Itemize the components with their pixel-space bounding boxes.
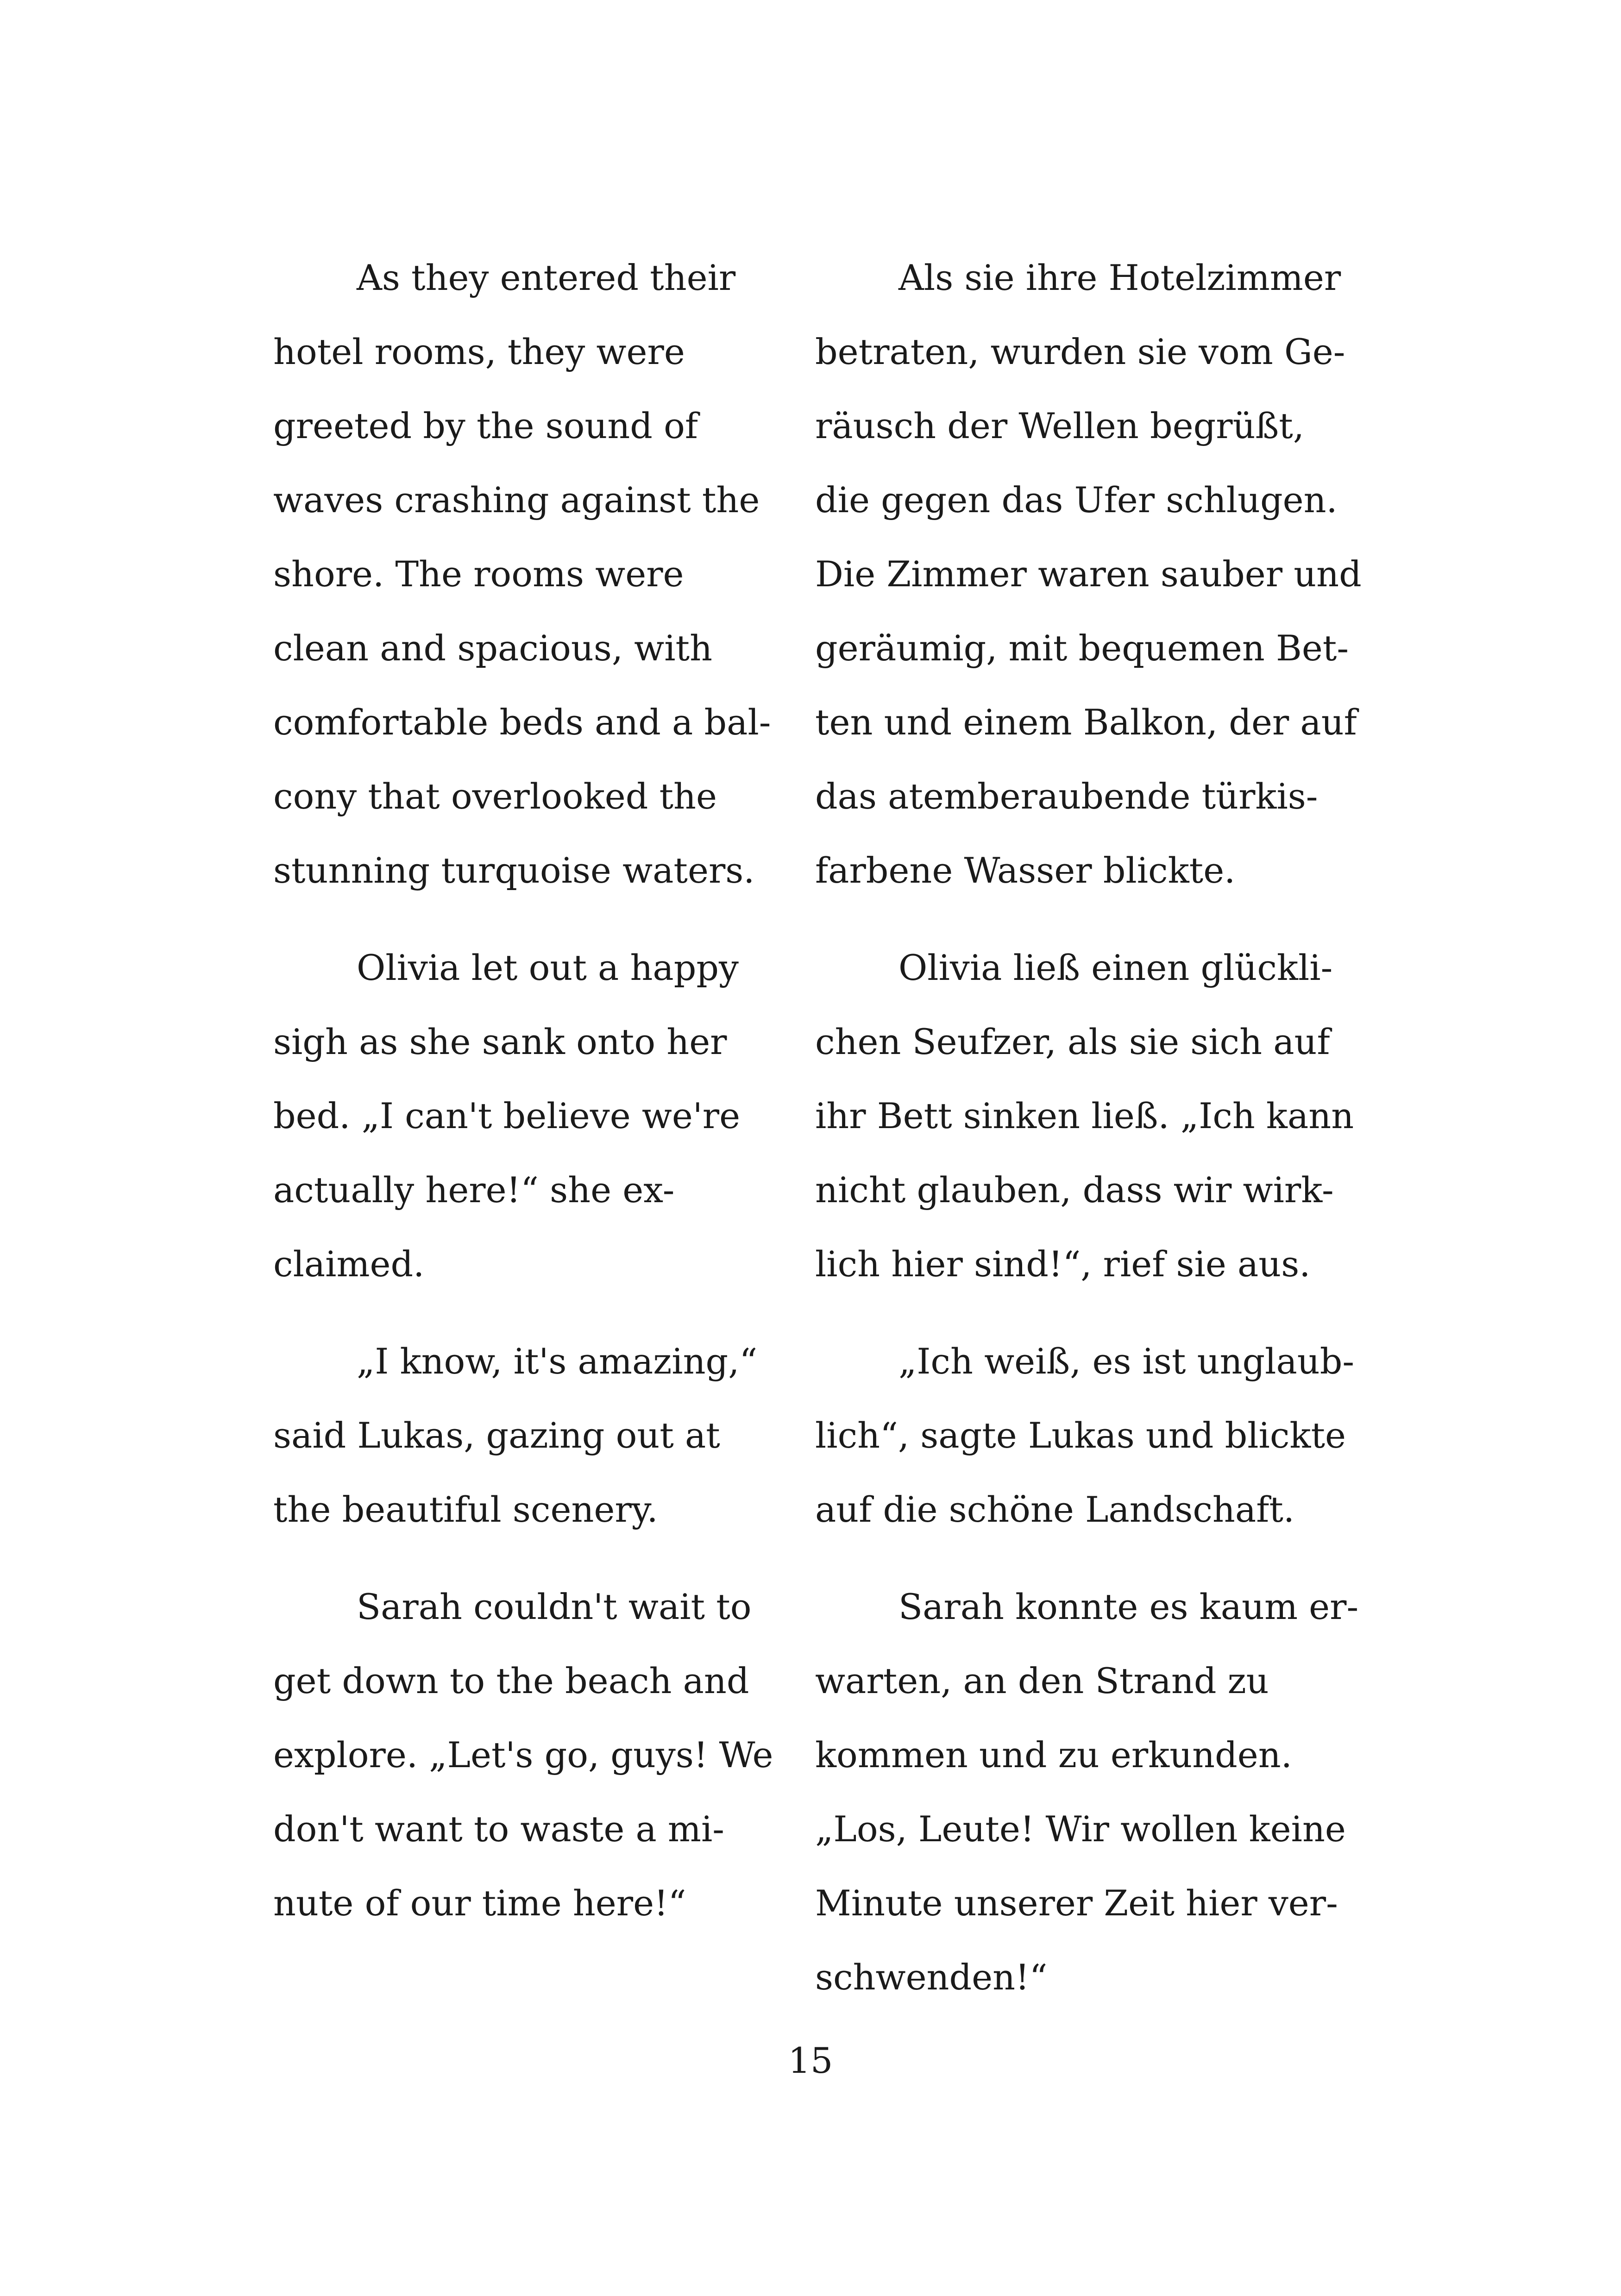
text-line: stunning turquoise waters. bbox=[273, 850, 755, 891]
text-line: actually here!“ she ex- bbox=[273, 1169, 675, 1211]
text-line: ihr Bett sinken ließ. „Ich kann bbox=[815, 1095, 1354, 1136]
text-line: lich“, sagte Lukas und blickte bbox=[815, 1415, 1346, 1456]
text-line: don't want to waste a mi- bbox=[273, 1808, 724, 1850]
text-line: „Los, Leute! Wir wollen keine bbox=[815, 1808, 1346, 1850]
english-paragraph-2 bbox=[273, 931, 783, 1301]
text-line: sigh as she sank onto her bbox=[273, 1021, 727, 1062]
english-paragraph-3 bbox=[273, 1324, 783, 1547]
text-line: Olivia ließ einen glückli- bbox=[898, 947, 1333, 988]
text-line: claimed. bbox=[273, 1243, 425, 1285]
text-line: Minute unserer Zeit hier ver- bbox=[815, 1882, 1338, 1924]
text-line: shore. The rooms were bbox=[273, 553, 684, 595]
text-line: ten und einem Balkon, der auf bbox=[815, 702, 1357, 743]
text-line: waves crashing against the bbox=[273, 479, 760, 521]
german-paragraph-4 bbox=[815, 1570, 1362, 2014]
text-line: comfortable beds and a bal- bbox=[273, 702, 771, 743]
german-column bbox=[815, 241, 1362, 2014]
english-column bbox=[273, 241, 783, 1940]
text-line: chen Seufzer, als sie sich auf bbox=[815, 1021, 1330, 1062]
text-line: farbene Wasser blickte. bbox=[815, 850, 1236, 891]
text-line: As they entered their bbox=[357, 257, 736, 298]
text-line: the beautiful scenery. bbox=[273, 1489, 658, 1530]
german-paragraph-2 bbox=[815, 931, 1362, 1301]
page-number: 15 bbox=[788, 2040, 833, 2081]
german-paragraph-3 bbox=[815, 1324, 1362, 1547]
text-line: Die Zimmer waren sauber und bbox=[815, 553, 1362, 595]
text-line: betraten, wurden sie vom Ge- bbox=[815, 331, 1345, 372]
english-paragraph-4 bbox=[273, 1570, 783, 1940]
text-line: warten, an den Strand zu bbox=[815, 1660, 1269, 1701]
text-line: Sarah couldn't wait to bbox=[357, 1586, 752, 1627]
german-paragraph-1 bbox=[815, 241, 1362, 908]
text-line: said Lukas, gazing out at bbox=[273, 1415, 720, 1456]
text-line: lich hier sind!“, rief sie aus. bbox=[815, 1243, 1311, 1285]
text-line: greeted by the sound of bbox=[273, 405, 698, 446]
text-line: bed. „I can't believe we're bbox=[273, 1095, 741, 1136]
text-line: die gegen das Ufer schlugen. bbox=[815, 479, 1338, 521]
text-line: räusch der Wellen begrüßt, bbox=[815, 405, 1304, 446]
text-line: geräumig, mit bequemen Bet- bbox=[815, 627, 1349, 669]
text-line: schwenden!“ bbox=[815, 1957, 1048, 1998]
text-line: explore. „Let's go, guys! We bbox=[273, 1734, 773, 1775]
text-line: cony that overlooked the bbox=[273, 776, 717, 817]
text-line: clean and spacious, with bbox=[273, 627, 713, 669]
text-line: das atemberaubende türkis- bbox=[815, 776, 1318, 817]
text-line: Als sie ihre Hotelzimmer bbox=[898, 257, 1341, 298]
text-line: „Ich weiß, es ist unglaub- bbox=[898, 1341, 1355, 1382]
text-line: get down to the beach and bbox=[273, 1660, 749, 1701]
text-line: auf die schöne Landschaft. bbox=[815, 1489, 1295, 1530]
text-line: Olivia let out a happy bbox=[357, 947, 739, 988]
text-line: nute of our time here!“ bbox=[273, 1882, 686, 1924]
english-paragraph-1 bbox=[273, 241, 783, 908]
text-line: hotel rooms, they were bbox=[273, 331, 685, 372]
text-line: Sarah konnte es kaum er- bbox=[898, 1586, 1359, 1627]
text-line: „I know, it's amazing,“ bbox=[357, 1341, 758, 1382]
text-line: kommen und zu erkunden. bbox=[815, 1734, 1292, 1775]
text-line: nicht glauben, dass wir wirk- bbox=[815, 1169, 1334, 1211]
